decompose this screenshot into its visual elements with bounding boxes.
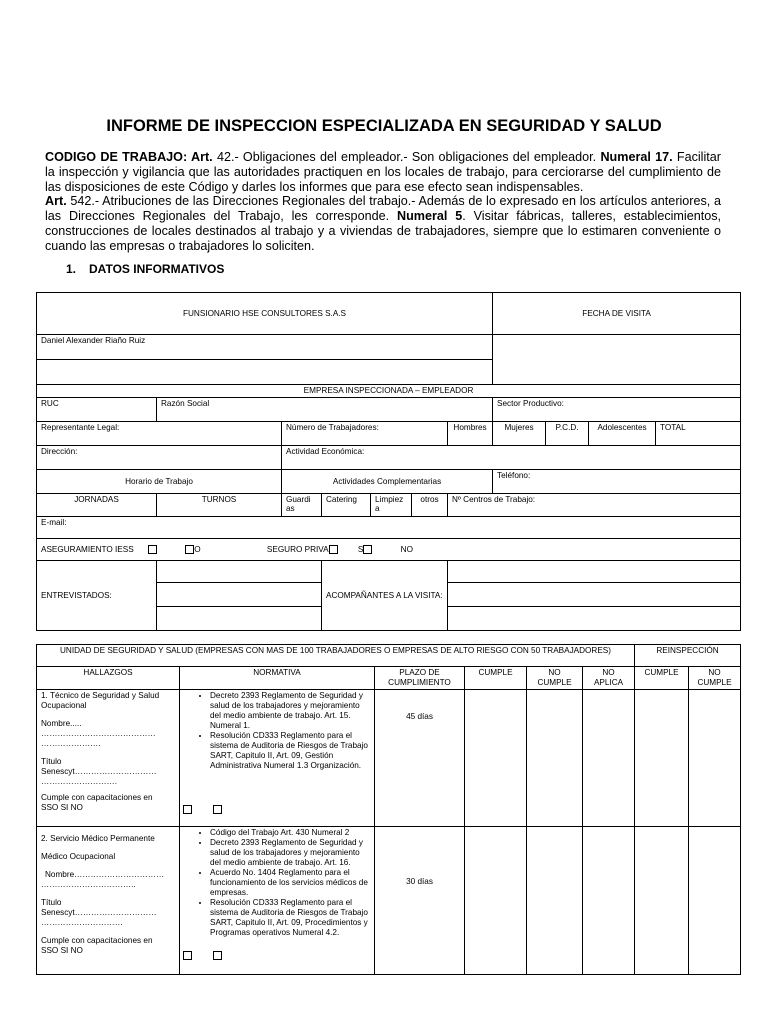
numeral-5: Numeral 5: [396, 209, 463, 224]
col-plazo: PLAZO DE CUMPLIMIENTO: [375, 667, 465, 690]
col-re-cumple: CUMPLE: [635, 667, 689, 690]
normativa-list: [184, 828, 370, 938]
hallazgo-cell: [37, 827, 180, 975]
actividad-economica-field[interactable]: Actividad Económica:: [282, 446, 741, 470]
norma-item: • Código del Trabajo Art. 430 Numeral 2: [210, 828, 370, 838]
direccion-field[interactable]: Dirección:: [37, 446, 282, 470]
titulo-label: Título: [41, 898, 62, 907]
iess-no-checkbox[interactable]: [185, 545, 194, 554]
normativa-cell: [180, 827, 375, 975]
re-cumple-cell[interactable]: [635, 690, 689, 827]
col-normativa: NORMATIVA: [180, 667, 375, 690]
sso-si-no-label: SSO SI NO: [41, 803, 83, 812]
guardias-field[interactable]: Guardi as: [282, 494, 322, 517]
art-42-text: 42.- Obligaciones del empleador.- Son obligaciones del empleador.: [212, 150, 601, 164]
capacitacion-si-checkbox[interactable]: [183, 951, 192, 960]
seguro-privado-label: SEGURO PRIVA: [266, 544, 329, 554]
aseguramiento-label: ASEGURAMIENTO IESS: [41, 544, 134, 554]
capacitaciones-label: Cumple con capacitaciones en: [41, 793, 153, 802]
privado-si-checkbox[interactable]: [329, 545, 338, 554]
no-aplica-cell[interactable]: [583, 827, 635, 975]
normativa-cell: [180, 690, 375, 827]
num-trabajadores-label: Número de Trabajadores:: [282, 422, 448, 446]
nombre-field[interactable]: Nombre……………………………: [45, 870, 165, 879]
table-row: [37, 690, 741, 827]
turnos-label: TURNOS: [157, 494, 282, 517]
telefono-field[interactable]: Teléfono:: [493, 470, 741, 494]
acompanante-1-field[interactable]: [448, 561, 741, 583]
intro-paragraph-1: [45, 150, 721, 194]
acompanante-2-field[interactable]: [448, 583, 741, 607]
no-cumple-cell[interactable]: [527, 690, 583, 827]
jornadas-label: JORNADAS: [37, 494, 157, 517]
aseguramiento-row: [37, 539, 741, 561]
plazo-cell: 30 días: [375, 827, 465, 975]
hombres-field[interactable]: Hombres: [448, 422, 493, 446]
privado-no-label: NO: [400, 544, 413, 554]
dotted-line: …………………………: [41, 918, 123, 927]
art-542-rest: . Visitar fábricas, talleres, establecimientos, construcciones de locales destinados al trabajo y a viviendas de trabajadores, siempre que lo estimaren conveniente o cuando las empresas o trabajadores lo soliciten.: [45, 209, 722, 253]
re-no-cumple-cell[interactable]: [689, 827, 741, 975]
total-field[interactable]: TOTAL: [656, 422, 741, 446]
entrevistado-1-field[interactable]: [157, 561, 322, 583]
col-re-no-cumple: NO CUMPLE: [689, 667, 741, 690]
re-no-cumple-cell[interactable]: [689, 690, 741, 827]
norma-item: • Acuerdo No. 1404 Reglamento para el funcionamiento de los servicios médicos de empresas.: [210, 868, 370, 898]
intro-text: [45, 150, 721, 254]
section-heading: [66, 262, 237, 276]
norma-item: • Decreto 2393 Reglamento de Seguridad y salud de los trabajadores y mejoramiento del medio ambiente de trabajo. Art. 15. Numeral 1.: [210, 691, 370, 731]
col-no-cumple: NO CUMPLE: [527, 667, 583, 690]
col-cumple: CUMPLE: [465, 667, 527, 690]
section-number: 1.: [66, 262, 77, 276]
capacitacion-no-checkbox[interactable]: [213, 805, 222, 814]
dotted-line: ……………………….: [41, 777, 117, 786]
senescyt-field[interactable]: Senescyt…………………………: [41, 908, 157, 917]
titulo-label: Título: [41, 757, 62, 766]
re-cumple-cell[interactable]: [635, 827, 689, 975]
iess-no-label: O: [194, 544, 201, 554]
adolescentes-field[interactable]: Adolescentes: [589, 422, 656, 446]
empresa-header: EMPRESA INSPECCIONADA – EMPLEADOR: [37, 385, 741, 398]
mujeres-field[interactable]: Mujeres: [493, 422, 546, 446]
sector-productivo-field[interactable]: Sector Productivo:: [493, 398, 741, 422]
col-hallazgos: HALLAZGOS: [37, 667, 180, 690]
capacitacion-si-checkbox[interactable]: [183, 805, 192, 814]
table-row: [37, 827, 741, 975]
cumple-cell[interactable]: [465, 827, 527, 975]
hallazgo-cell: [37, 690, 180, 827]
unidad-header: UNIDAD DE SEGURIDAD Y SALUD (EMPRESAS CON MAS DE 100 TRABAJADORES O EMPRESAS DE ALTO RIESGO CON 50 TRABAJADORES): [37, 645, 635, 667]
entrevistado-2-field[interactable]: [157, 583, 322, 607]
dotted-line: ………………….: [41, 739, 101, 748]
numeral-17: Numeral 17.: [600, 150, 673, 164]
senescyt-field[interactable]: Senescyt…………………………: [41, 767, 157, 776]
entrevistado-3-field[interactable]: [157, 607, 322, 631]
fecha-visita-label: FECHA DE VISITA: [493, 293, 741, 335]
no-aplica-cell[interactable]: [583, 690, 635, 827]
col-no-aplica: NO APLICA: [583, 667, 635, 690]
actividades-complementarias-label: Actividades Complementarias: [282, 470, 493, 494]
funcionario-label: FUNSIONARIO HSE CONSULTORES S.A.S: [37, 293, 493, 335]
art-lead: Art.: [45, 194, 67, 209]
centros-trabajo-field[interactable]: Nº Centros de Trabajo:: [448, 494, 741, 517]
funcionario-extra-field[interactable]: [37, 360, 493, 385]
fecha-visita-field[interactable]: [493, 335, 741, 385]
capacitacion-no-checkbox[interactable]: [213, 951, 222, 960]
privado-si-label: S: [357, 544, 364, 554]
representante-legal-field[interactable]: Representante Legal:: [37, 422, 282, 446]
acompanantes-label: ACOMPAÑANTES A LA VISITA:: [322, 561, 448, 631]
sso-si-no-label: SSO SI NO: [41, 946, 83, 955]
code-lead: CODIGO DE TRABAJO: Art.: [45, 150, 213, 164]
no-cumple-cell[interactable]: [527, 827, 583, 975]
art-542-text: 542.- Atribuciones de las Direcciones Regionales del trabajo.- Además de lo expresado en los artículos anteriores, a las Direcciones Regionales del Trabajo, les corresponde.: [45, 194, 721, 224]
entrevistados-label: ENTREVISTADOS:: [37, 561, 157, 631]
normativa-list: [184, 691, 370, 771]
art-42-rest: Facilitar la inspección y vigilancia que las autoridades practiquen en los locales de trabajo, para cerciorarse del cumplimiento de las disposiciones de este Código y darles los informes que para ese efecto sean indispensables.: [45, 150, 721, 194]
document-title: INFORME DE INSPECCION ESPECIALIZADA EN SEGURIDAD Y SALUD: [106, 117, 662, 135]
cumple-cell[interactable]: [465, 690, 527, 827]
dotted-line: ……………………………………: [41, 729, 156, 738]
unidad-seguridad-table: [36, 644, 741, 975]
norma-item: • Decreto 2393 Reglamento de Seguridad y salud de los trabajadores y mejoramiento del medio ambiente de trabajo. Art. 16.: [210, 838, 370, 868]
nombre-field[interactable]: Nombre.....: [41, 719, 82, 728]
intro-paragraph-2: [45, 194, 721, 253]
capacitaciones-label: Cumple con capacitaciones en: [41, 936, 153, 945]
hallazgo-title: 1. Técnico de Seguridad y Salud Ocupacional: [41, 691, 160, 710]
hallazgo-title: 2. Servicio Médico Permanente: [41, 834, 155, 843]
norma-item: • Resolución CD333 Reglamento para el sistema de Auditoria de Riesgos de Trabajo SART, Capitulo II, Art. 09, Gestión Administrativa Numeral 1.3 Organización.: [210, 731, 370, 771]
plazo-cell: 45 días: [375, 690, 465, 827]
section-label: DATOS INFORMATIVOS: [89, 262, 225, 276]
catering-field[interactable]: Catering: [322, 494, 371, 517]
horario-label: Horario de Trabajo: [37, 470, 282, 494]
ruc-field[interactable]: RUC: [37, 398, 157, 422]
limpieza-field[interactable]: Limpiez a: [371, 494, 412, 517]
dotted-line: ……………………………..: [41, 880, 136, 889]
iess-si-checkbox[interactable]: [148, 545, 157, 554]
norma-item: • Resolución CD333 Reglamento para el sistema de Auditoria de Riesgos de Trabajo SART, Capitulo II, Art. 09, Procedimientos y Programas operativos Numeral 4.2.: [210, 898, 370, 938]
acompanante-3-field[interactable]: [448, 607, 741, 631]
pcd-field[interactable]: P.C.D.: [546, 422, 589, 446]
reinspeccion-header: REINSPECCIÓN: [635, 645, 741, 667]
privado-no-checkbox[interactable]: [363, 545, 372, 554]
razon-social-field[interactable]: Razón Social: [157, 398, 493, 422]
medico-label: Médico Ocupacional: [41, 852, 116, 861]
email-field[interactable]: E-mail:: [37, 517, 741, 539]
otros-field[interactable]: otros: [412, 494, 448, 517]
datos-form-table: [36, 292, 741, 631]
funcionario-name[interactable]: Daniel Alexander Riaño Ruiz: [37, 335, 493, 360]
